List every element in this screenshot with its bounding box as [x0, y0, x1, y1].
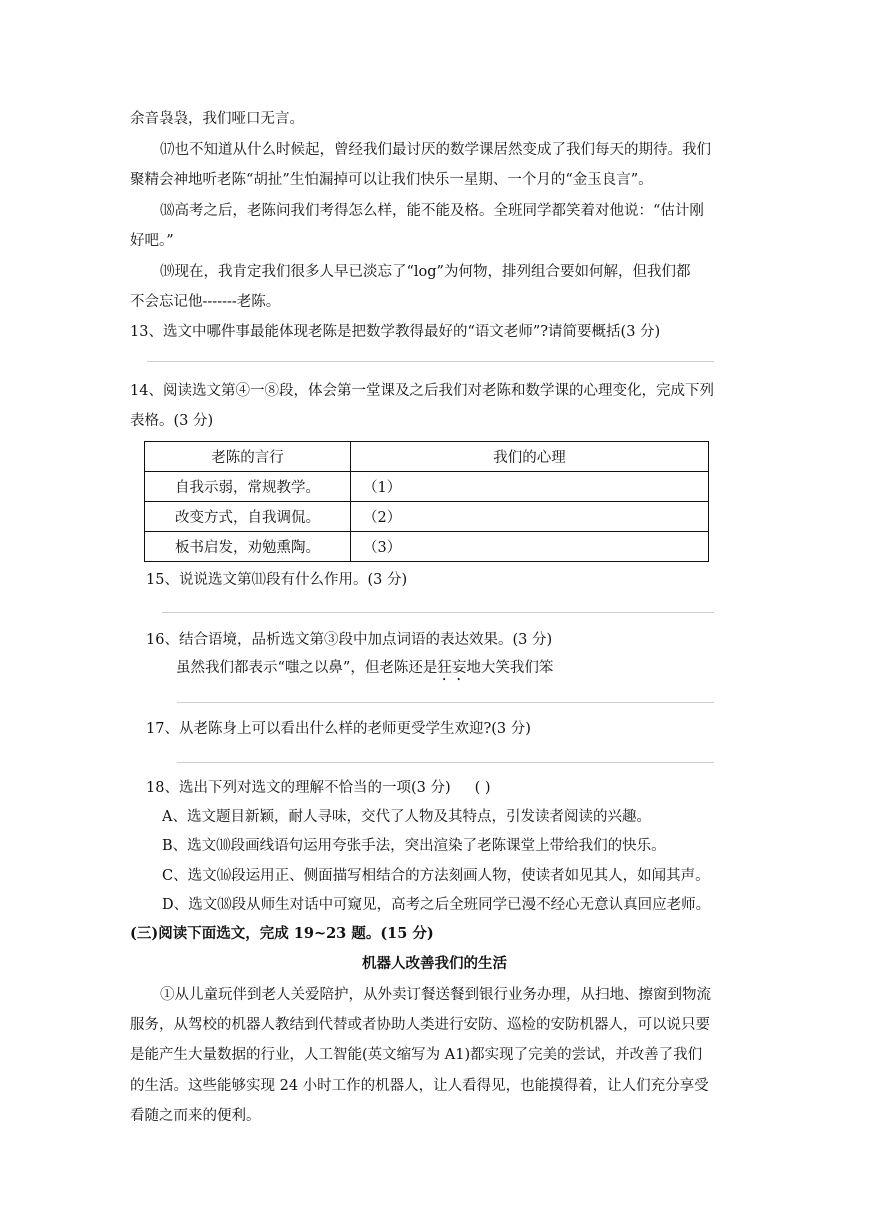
option-c[interactable]: C、选文⒃段运用正、侧面描写相结合的方法刻画人物，使读者如见其人，如闻其声。 [162, 868, 710, 884]
quoted-sentence [176, 658, 553, 684]
answer-line-17[interactable] [177, 762, 714, 763]
question-13: 13、选文中哪件事最能体现老陈是把数学教得最好的“语文老师”?请简要概括(3 分) [130, 324, 661, 340]
question-18 [146, 778, 491, 798]
section-heading: (三)阅读下面选文，完成 19~23 题。(15 分) [130, 925, 434, 942]
table-row [145, 502, 709, 532]
table-answer-cell[interactable]: （2） [351, 502, 709, 532]
question-14: 14、阅读选文第④一⑧段，体会第一堂课及之后我们对老陈和数学课的心理变化，完成下列 [130, 383, 714, 399]
answer-line-16[interactable] [177, 702, 714, 703]
passage-line: 聚精会神地听老陈“胡扯”生怕漏掉可以让我们快乐一星期、一个月的“金玉良言”。 [130, 172, 653, 188]
dotted-word: 狂妄 [437, 660, 467, 676]
question-17: 17、从老陈身上可以看出什么样的老师更受学生欢迎?(3 分) [146, 721, 531, 737]
article-line: 看随之而来的便利。 [130, 1108, 261, 1124]
article-line: 是能产生大量数据的行业，人工智能(英文缩写为 A1)都实现了完美的尝试，并改善了我们 [130, 1047, 703, 1063]
table-cell: 改变方式，自我调侃。 [145, 502, 351, 532]
question-14-cont: 表格。(3 分) [130, 413, 214, 429]
table-header: 我们的心理 [351, 442, 709, 472]
passage-line: ⒆现在，我肯定我们很多人早已淡忘了“log”为何物，排列组合要如何解，但我们都 [160, 264, 691, 280]
table-row [145, 532, 709, 562]
table-answer-cell[interactable]: （1） [351, 472, 709, 502]
option-b[interactable]: B、选文⑽段画线语句运用夸张手法，突出渲染了老陈课堂上带给我们的快乐。 [162, 838, 666, 854]
question-15: 15、说说选文第⑾段有什么作用。(3 分) [146, 572, 408, 588]
quote-text: 虽然我们都表示“嗤之以鼻”，但老陈还是 [176, 660, 438, 676]
article-line: 服务，从驾校的机器人教结到代替或者协助人类进行安防、巡检的安防机器人，可以说只要 [130, 1017, 710, 1033]
passage-line: ⒄也不知道从什么时候起，曾经我们最讨厌的数学课居然变成了我们每天的期待。我们 [160, 142, 711, 158]
table-cell: 自我示弱，常规教学。 [145, 472, 351, 502]
quote-text: 地大笑我们笨 [466, 660, 554, 676]
table-row [145, 472, 709, 502]
passage-line: 余音袅袅，我们哑口无言。 [130, 111, 304, 127]
passage-line: 不会忘记他-------老陈。 [130, 294, 281, 310]
question-18-text: 18、选出下列对选文的理解不恰当的一项(3 分) [146, 780, 451, 796]
article-line: 的生活。这些能够实现 24 小时工作的机器人，让人看得见，也能摸得着，让人们充分享受 [130, 1078, 709, 1094]
article-title: 机器人改善我们的生活 [362, 955, 507, 972]
passage-line: ⒅高考之后，老陈问我们考得怎么样，能不能及格。全班同学都笑着对他说：“估计刚 [160, 203, 704, 219]
question-16: 16、结合语境，品析选文第③段中加点词语的表达效果。(3 分) [146, 632, 553, 648]
table-answer-cell[interactable]: （3） [351, 532, 709, 562]
answer-bracket[interactable]: ( ) [474, 780, 491, 796]
article-line: ①从儿童玩伴到老人关爱陪护，从外卖订餐送餐到银行业务办理，从扫地、擦窗到物流 [160, 987, 711, 1003]
option-a[interactable]: A、选文题目新颖，耐人寻味，交代了人物及其特点，引发读者阅读的兴趣。 [162, 809, 651, 825]
response-table [144, 441, 709, 562]
table-cell: 板书启发，劝勉熏陶。 [145, 532, 351, 562]
table-header-row [145, 442, 709, 472]
table-header: 老陈的言行 [145, 442, 351, 472]
option-d[interactable]: D、选文⒅段从师生对话中可窥见，高考之后全班同学已漫不经心无意认真回应老师。 [162, 897, 711, 913]
passage-line: 好吧。” [130, 233, 174, 249]
answer-line-13[interactable] [147, 361, 714, 362]
answer-line-15[interactable] [162, 612, 714, 613]
